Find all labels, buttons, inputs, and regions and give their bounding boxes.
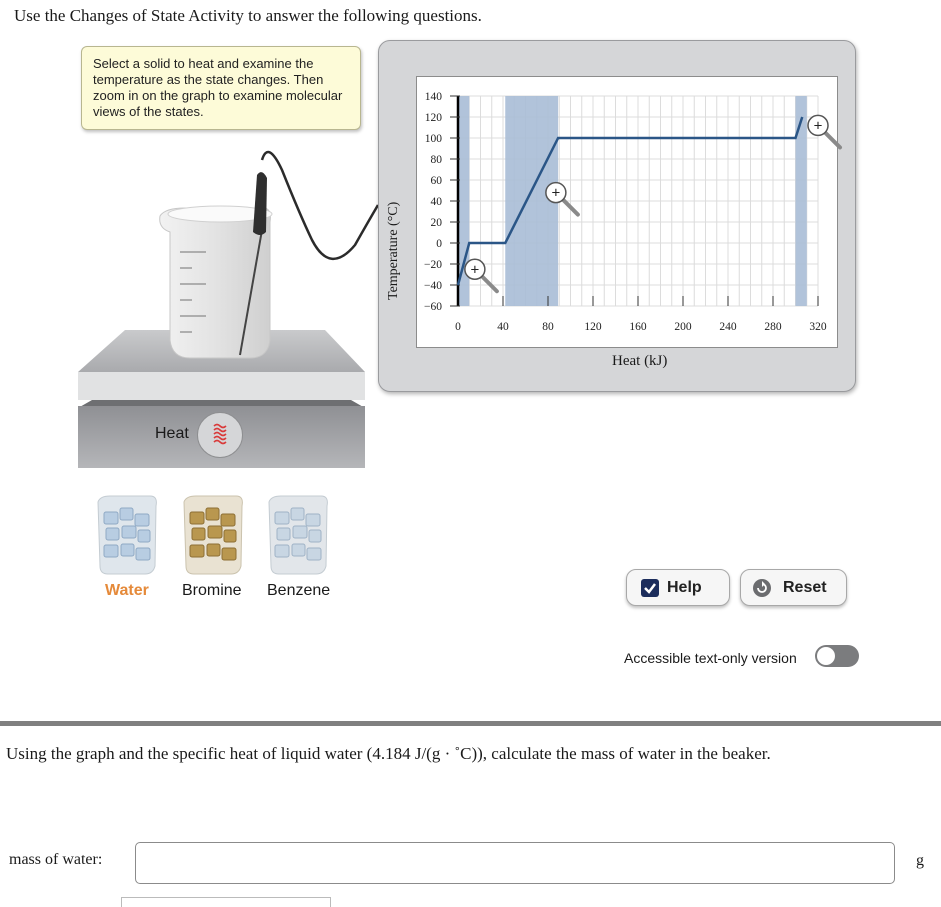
reset-icon — [753, 579, 771, 597]
y-tick-label: 0 — [436, 238, 442, 250]
y-tick-label: −20 — [424, 259, 442, 271]
help-button[interactable] — [626, 569, 730, 606]
toggle-knob — [817, 647, 835, 665]
x-tick-label: 80 — [542, 321, 554, 333]
x-tick-label: 280 — [764, 321, 782, 333]
mass-label: mass of water: — [9, 851, 103, 868]
help-button-label: Help — [667, 578, 702, 596]
heat-button[interactable] — [197, 412, 243, 458]
zoom-plus: + — [551, 184, 561, 202]
zoom-handle — [824, 131, 840, 147]
x-tick-label: 0 — [455, 321, 461, 333]
bromine-solid-beaker — [184, 496, 242, 574]
x-tick-label: 320 — [809, 321, 827, 333]
y-tick-label: 140 — [424, 91, 442, 103]
accessible-version-label: Accessible text-only version — [624, 650, 797, 666]
water-ice-beaker — [98, 496, 156, 574]
x-tick-label: 160 — [629, 321, 647, 333]
x-tick-label: 120 — [584, 321, 602, 333]
y-tick-label: 60 — [430, 175, 442, 187]
x-axis-label: Heat (kJ) — [612, 353, 668, 369]
reset-button-label: Reset — [783, 578, 827, 596]
instruction-tooltip: Select a solid to heat and examine the temperature as the state changes. Then zoom in on the graph to examine molecular views of the states. — [81, 46, 361, 130]
section-divider — [0, 721, 941, 726]
y-tick-label: −60 — [424, 301, 442, 313]
solid-option-bromine[interactable]: Bromine — [182, 582, 242, 599]
x-tick-label: 200 — [674, 321, 692, 333]
chart-tick-labels — [424, 91, 827, 333]
mass-input[interactable] — [135, 842, 895, 884]
unit-label: g — [916, 852, 924, 869]
y-axis-label: Temperature (°C) — [386, 201, 401, 300]
solid-option-water[interactable]: Water — [105, 582, 149, 599]
zoom-handle — [481, 275, 497, 291]
phase-change-region — [796, 96, 807, 306]
y-tick-label: −40 — [424, 280, 442, 292]
benzene-solid-beaker — [269, 496, 327, 574]
x-tick-label: 240 — [719, 321, 737, 333]
y-tick-label: 80 — [430, 154, 442, 166]
y-tick-label: 20 — [430, 217, 442, 229]
zoom-plus: + — [470, 261, 480, 279]
reset-button[interactable] — [740, 569, 847, 606]
y-tick-label: 100 — [424, 133, 442, 145]
checkmark-icon — [641, 579, 659, 597]
solid-option-benzene[interactable]: Benzene — [267, 582, 331, 599]
heat-label: Heat — [155, 425, 189, 442]
heat-waves-icon — [198, 413, 242, 457]
answer-feedback-box — [121, 897, 331, 907]
y-tick-label: 120 — [424, 112, 442, 124]
heating-curve-chart[interactable] — [0, 0, 941, 400]
zoom-plus: + — [813, 117, 823, 135]
y-tick-label: 40 — [430, 196, 442, 208]
instructions-text: Use the Changes of State Activity to answer the following questions. — [14, 6, 482, 25]
x-tick-label: 40 — [497, 321, 509, 333]
zoom-in-icon[interactable] — [808, 115, 840, 147]
question-text: Using the graph and the specific heat of liquid water (4.184 J/(g · ˚C)), calculate the mass of water in the beaker. — [6, 744, 771, 763]
